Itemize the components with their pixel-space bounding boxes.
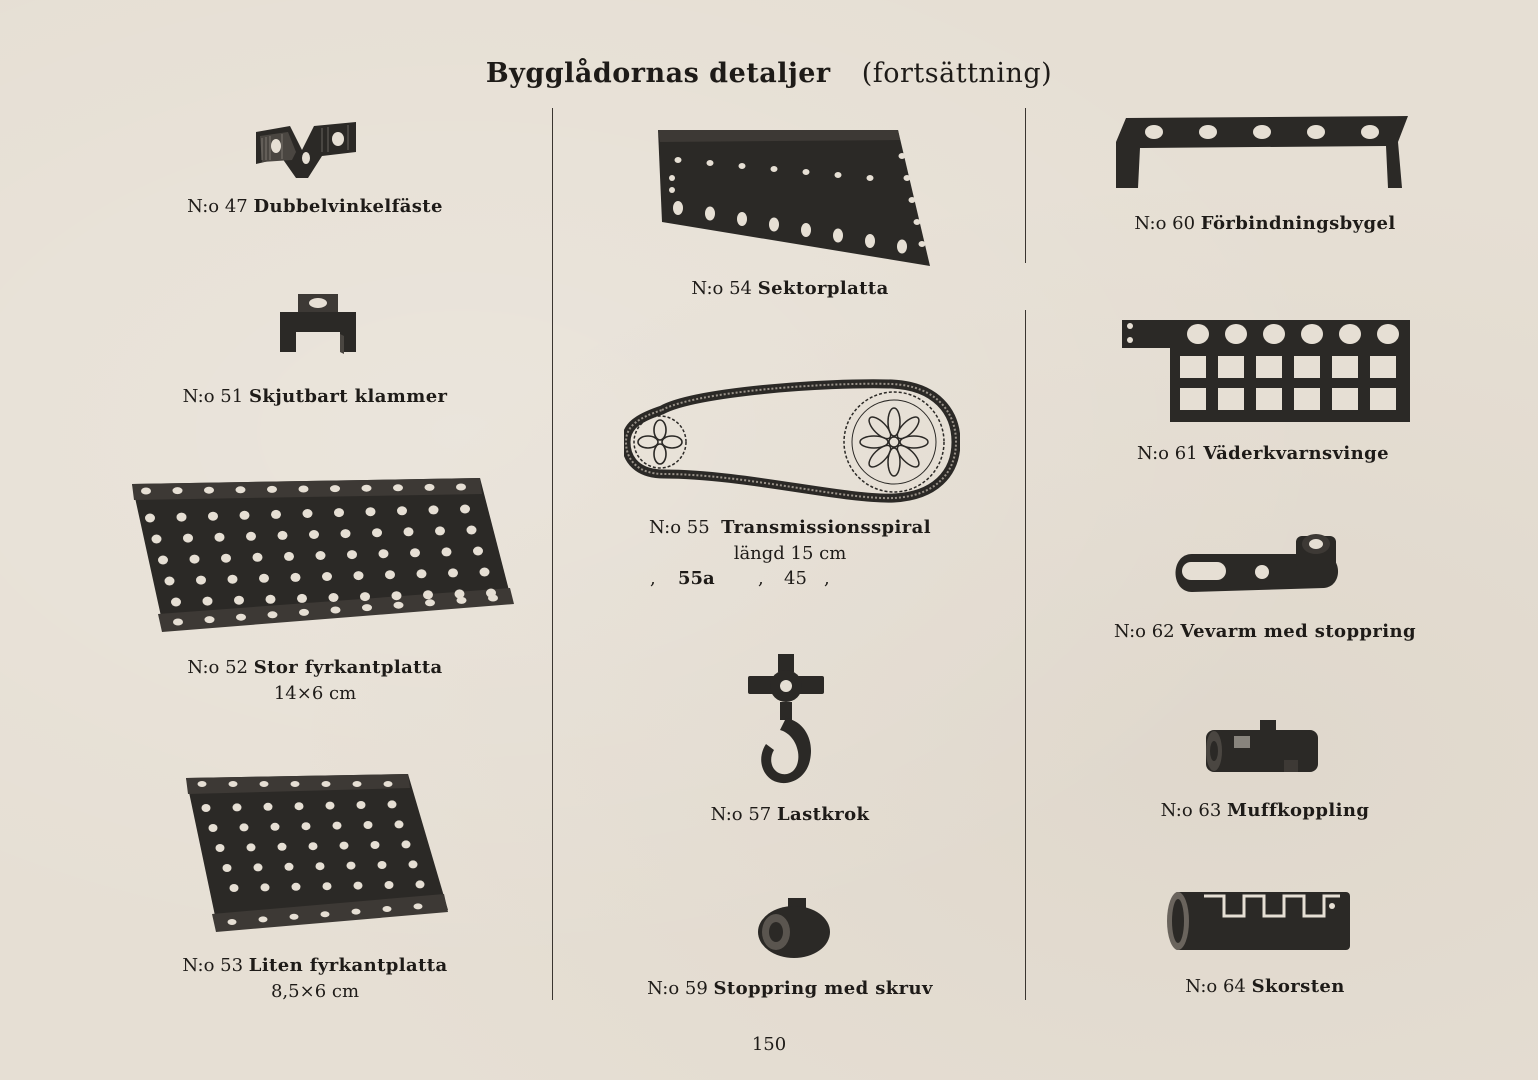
plate-hole: [769, 218, 779, 232]
plate-hole: [362, 485, 372, 492]
plate-hole: [202, 804, 211, 812]
plate-hole: [429, 505, 439, 514]
part-59-name: Stoppring med skruv: [713, 978, 933, 999]
plate-hole: [173, 619, 183, 626]
plate-hole: [246, 532, 256, 541]
plate-hole: [297, 594, 307, 603]
vane-hole: [1377, 324, 1399, 344]
part-52-size: 14×6 cm: [273, 683, 357, 704]
plate-hole: [203, 597, 213, 606]
plate-hole: [669, 187, 675, 193]
plate-hole: [292, 883, 301, 891]
plate-hole: [145, 514, 155, 523]
plate-hole: [236, 614, 246, 621]
plate-hole: [316, 551, 326, 560]
part-62-illustration: [1172, 530, 1348, 598]
plate-hole: [177, 513, 187, 522]
strip-hole: [1253, 125, 1271, 139]
vane-window: [1370, 356, 1396, 378]
plate-hole: [435, 526, 445, 535]
plate-hole: [460, 505, 470, 514]
part-51-name: Skjutbart klammer: [248, 386, 448, 407]
plate-hole: [865, 234, 875, 248]
part-64-number: N:o 64: [1185, 976, 1246, 997]
plate-hole: [291, 781, 300, 787]
plate-hole: [204, 487, 214, 494]
plate-hole: [366, 507, 376, 516]
vane-window: [1332, 388, 1358, 410]
vane-hole: [1127, 323, 1133, 329]
plate-hole: [209, 824, 218, 832]
part-60-caption: [1100, 211, 1430, 237]
plate-hole: [302, 822, 311, 830]
plate-hole: [271, 510, 281, 519]
part-64-caption: [1100, 974, 1430, 1000]
plate-hole: [384, 781, 393, 787]
plate-hole: [208, 512, 218, 521]
plate-hole: [488, 595, 498, 602]
plate-hole: [221, 554, 231, 563]
plate-hole: [295, 802, 304, 810]
part-64-name: Skorsten: [1251, 976, 1345, 997]
strip-hole: [1145, 125, 1163, 139]
part-62-name: Vevarm med stoppring: [1180, 621, 1417, 642]
plate-hole: [236, 486, 246, 493]
plate-hole: [360, 592, 370, 601]
plate-hole: [198, 781, 207, 787]
part-53-name: Liten fyrkantplatta: [248, 955, 448, 976]
page-title: [0, 58, 1538, 89]
plate-hole: [467, 526, 477, 535]
plate-hole: [914, 219, 921, 225]
part-47-name: Dubbelvinkelfäste: [253, 196, 443, 217]
part-54-number: N:o 54: [691, 278, 752, 299]
plate-hole: [240, 823, 249, 831]
plate-hole: [309, 842, 318, 850]
part-55a-ditto-3: ,: [824, 568, 830, 589]
plate-hole: [409, 860, 418, 868]
plate-hole: [394, 602, 404, 609]
part-62-number: N:o 62: [1113, 621, 1175, 642]
part-60-name: Förbindningsbygel: [1200, 213, 1396, 234]
part-51-illustration: [278, 290, 358, 358]
plate-hole: [228, 919, 237, 925]
plate-hole: [303, 509, 313, 518]
plate-hole: [416, 880, 425, 888]
plate-hole: [233, 803, 242, 811]
plate-hole: [259, 916, 268, 922]
vane-hole: [1127, 337, 1133, 343]
part-55-illustration: [624, 378, 960, 504]
plate-hole: [364, 821, 373, 829]
column-divider-right-lower: [1025, 310, 1026, 1000]
wheel-spoke: [894, 442, 922, 470]
plate-hole: [216, 844, 225, 852]
part-51-caption: [150, 384, 480, 410]
plate-hole: [316, 862, 325, 870]
plate-hole: [352, 909, 361, 915]
part-60-number: N:o 60: [1134, 213, 1196, 234]
plate-hole: [309, 530, 319, 539]
part-55a-length: 45: [784, 568, 807, 589]
plate-hole: [442, 547, 452, 556]
part-55a-ditto-1: ,: [650, 568, 656, 589]
plate-hole: [397, 506, 407, 515]
part-57-illustration: [744, 652, 828, 792]
plate-hole: [833, 229, 843, 243]
plate-hole: [329, 593, 339, 602]
plate-hole: [737, 212, 747, 226]
plate-hole: [253, 553, 263, 562]
part-53-size: 8,5×6 cm: [270, 981, 360, 1002]
part-52-name: Stor fyrkantplatta: [253, 657, 443, 678]
plate-hole: [379, 549, 389, 558]
plate-hole: [333, 822, 342, 830]
plate-hole: [205, 616, 215, 623]
part-54-caption: [630, 276, 950, 302]
plate-hole: [341, 529, 351, 538]
plate-hole: [141, 488, 151, 495]
plate-hole: [867, 175, 874, 181]
plate-hole: [835, 172, 842, 178]
plate-hole: [331, 607, 341, 614]
plate-hole: [707, 160, 714, 166]
plate-hole: [240, 511, 250, 520]
plate-hole: [371, 841, 380, 849]
strip-hole: [1361, 125, 1379, 139]
plate-hole: [425, 484, 435, 491]
vane-window: [1218, 356, 1244, 378]
vane-window: [1256, 356, 1282, 378]
vane-window: [1218, 388, 1244, 410]
plate-hole: [183, 534, 193, 543]
part-55-caption: [620, 515, 960, 567]
plate-hole: [357, 801, 366, 809]
part-53-number: N:o 53: [182, 955, 244, 976]
plate-hole: [323, 882, 332, 890]
plate-hole: [402, 840, 411, 848]
plate-hole: [362, 604, 372, 611]
part-55-number: N:o 55: [649, 517, 710, 538]
plate-hole: [354, 571, 364, 580]
plate-hole: [284, 552, 294, 561]
plate-hole: [739, 163, 746, 169]
page-title-subtitle: (fortsättning): [861, 58, 1053, 89]
plate-hole: [383, 906, 392, 912]
plate-hole: [171, 598, 181, 607]
plate-hole: [278, 531, 288, 540]
plate-hole: [801, 223, 811, 237]
plate-hole: [448, 568, 458, 577]
part-63-illustration: [1200, 718, 1324, 776]
page-title-main: Bygglådornas detaljer: [485, 58, 831, 89]
plate-hole: [897, 240, 907, 254]
plate-hole: [455, 589, 465, 598]
plate-hole: [347, 550, 357, 559]
vane-window: [1332, 356, 1358, 378]
plate-hole: [473, 547, 483, 556]
plate-hole: [326, 802, 335, 810]
plate-hole: [260, 781, 269, 787]
plate-hole: [423, 590, 433, 599]
part-47-caption: [150, 194, 480, 220]
plate-hole: [223, 864, 232, 872]
part-57-number: N:o 57: [710, 804, 772, 825]
wheel-spoke: [866, 442, 894, 470]
vane-window: [1180, 388, 1206, 410]
plate-hole: [247, 843, 256, 851]
plate-hole: [457, 597, 467, 604]
part-59-caption: [610, 976, 970, 1002]
plate-hole: [385, 570, 395, 579]
plate-hole: [268, 611, 278, 618]
plate-hole: [230, 884, 239, 892]
plate-hole: [410, 548, 420, 557]
part-53-illustration: [182, 772, 452, 934]
part-52-illustration: [128, 478, 516, 634]
part-54-name: Sektorplatta: [757, 278, 889, 299]
part-55-name: Transmissionsspiral: [721, 517, 931, 538]
plate-hole: [152, 535, 162, 544]
part-62-caption: [1080, 619, 1450, 645]
plate-hole: [267, 486, 277, 493]
plate-hole: [299, 486, 309, 493]
part-47-illustration: [252, 112, 362, 184]
plate-hole: [392, 591, 402, 600]
vane-window: [1294, 356, 1320, 378]
plate-hole: [196, 576, 206, 585]
plate-hole: [291, 573, 301, 582]
vane-window: [1180, 356, 1206, 378]
plate-hole: [234, 596, 244, 605]
plate-hole: [378, 861, 387, 869]
plate-hole: [669, 175, 675, 181]
plate-hole: [215, 533, 225, 542]
plate-hole: [456, 484, 466, 491]
plate-hole: [271, 823, 280, 831]
plate-hole: [173, 487, 183, 494]
part-55a-number: 55a: [678, 568, 715, 589]
vane-window: [1256, 388, 1282, 410]
part-63-caption: [1100, 798, 1430, 824]
plate-hole: [259, 574, 269, 583]
vane-hole: [1187, 324, 1209, 344]
part-47-number: N:o 47: [187, 196, 248, 217]
vane-hole: [1263, 324, 1285, 344]
plate-hole: [480, 568, 490, 577]
part-52-caption: [150, 655, 480, 707]
plate-hole: [340, 842, 349, 850]
plate-hole: [321, 911, 330, 917]
plate-hole: [899, 153, 906, 159]
plate-hole: [266, 595, 276, 604]
part-55a-ditto-2: ,: [758, 568, 764, 589]
plate-hole: [803, 169, 810, 175]
plate-hole: [290, 914, 299, 920]
vane-hole: [1225, 324, 1247, 344]
plate-hole: [229, 781, 238, 787]
part-61-number: N:o 61: [1137, 443, 1198, 464]
plate-hole: [278, 843, 287, 851]
plate-hole: [285, 863, 294, 871]
plate-hole: [228, 575, 238, 584]
part-59-number: N:o 59: [647, 978, 708, 999]
part-60-illustration: [1112, 112, 1412, 192]
part-53-caption: [150, 953, 480, 1005]
part-63-name: Muffkoppling: [1227, 800, 1370, 821]
plate-hole: [909, 197, 916, 203]
part-61-name: Väderkvarnsvinge: [1203, 443, 1389, 464]
part-52-number: N:o 52: [187, 657, 249, 678]
part-51-number: N:o 51: [182, 386, 244, 407]
plate-hole: [414, 903, 423, 909]
plate-hole: [404, 527, 414, 536]
plate-hole: [261, 883, 270, 891]
part-64-illustration: [1164, 888, 1360, 954]
part-54-illustration: [652, 126, 934, 268]
plate-hole: [330, 485, 340, 492]
plate-hole: [904, 175, 911, 181]
plate-hole: [388, 800, 397, 808]
plate-hole: [385, 881, 394, 889]
wheel-spoke: [866, 414, 894, 442]
part-59-illustration: [752, 896, 832, 960]
plate-hole: [322, 572, 332, 581]
plate-hole: [353, 781, 362, 787]
part-57-caption: [630, 802, 950, 828]
plate-hole: [771, 166, 778, 172]
vane-hole: [1339, 324, 1361, 344]
plate-hole: [254, 863, 263, 871]
strip-hole: [1307, 125, 1325, 139]
plate-hole: [393, 484, 403, 491]
wheel-spoke: [894, 414, 922, 442]
part-57-name: Lastkrok: [776, 804, 870, 825]
plate-hole: [395, 820, 404, 828]
plate-hole: [919, 241, 926, 247]
plate-hole: [372, 528, 382, 537]
plate-hole: [165, 577, 175, 586]
plate-hole: [673, 201, 683, 215]
column-divider-left: [552, 108, 553, 1000]
column-divider-right: [1025, 108, 1026, 263]
vane-window: [1294, 388, 1320, 410]
plate-hole: [299, 609, 309, 616]
plate-hole: [158, 556, 168, 565]
plate-hole: [190, 555, 200, 564]
plate-hole: [354, 882, 363, 890]
plate-hole: [675, 157, 682, 163]
part-61-caption: [1098, 441, 1428, 467]
part-61-illustration: [1118, 316, 1414, 424]
vane-hole: [1301, 324, 1323, 344]
plate-hole: [417, 569, 427, 578]
plate-hole: [705, 207, 715, 221]
plate-hole: [425, 599, 435, 606]
plate-hole: [347, 862, 356, 870]
plate-hole: [322, 781, 331, 787]
plate-hole: [264, 803, 273, 811]
part-63-number: N:o 63: [1160, 800, 1222, 821]
page-number: 150: [751, 1034, 787, 1055]
vane-window: [1370, 388, 1396, 410]
plate-hole: [334, 508, 344, 517]
strip-hole: [1199, 125, 1217, 139]
part-55-wheel-spokes: [860, 408, 928, 476]
part-55-length: längd 15 cm: [733, 543, 847, 564]
